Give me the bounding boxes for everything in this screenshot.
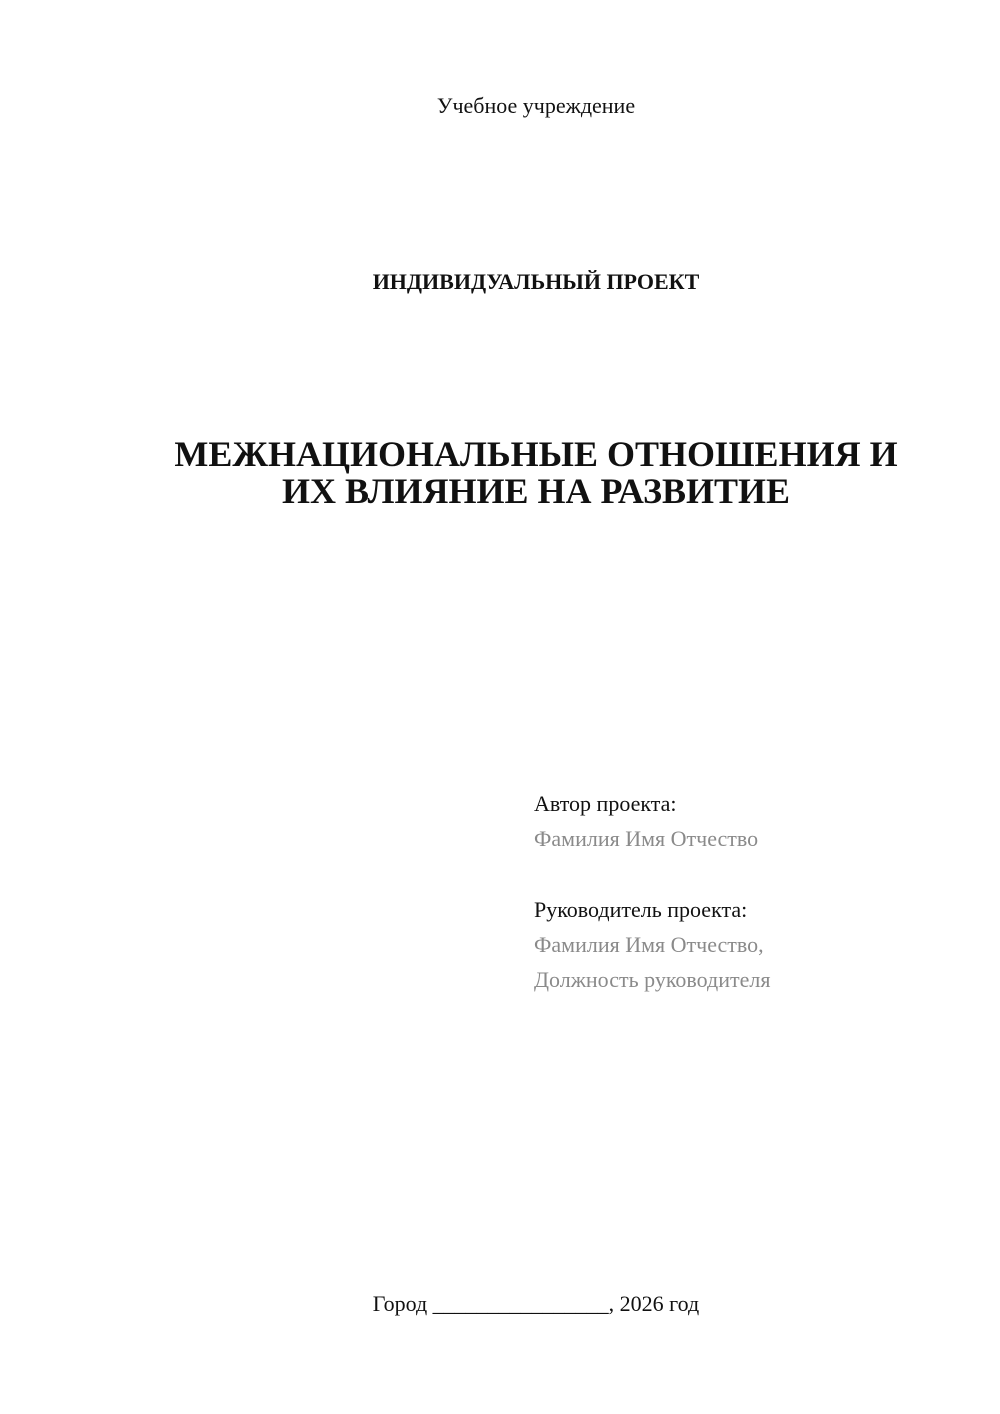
supervisor-block	[534, 892, 974, 997]
author-name: Фамилия Имя Отчество	[534, 826, 759, 851]
city-year-line: Город ________________, 2026 год	[372, 1291, 700, 1316]
author-block	[534, 786, 974, 856]
project-title-line-1: МЕЖНАЦИОНАЛЬНЫЕ ОТНОШЕНИЯ И	[174, 434, 898, 474]
supervisor-label: Руководитель проекта:	[534, 897, 748, 922]
author-label: Автор проекта:	[534, 791, 677, 816]
supervisor-position: Должность руководителя	[534, 967, 771, 992]
institution-name: Учебное учреждение	[436, 93, 636, 118]
supervisor-name: Фамилия Имя Отчество,	[534, 932, 764, 957]
document-type: ИНДИВИДУАЛЬНЫЙ ПРОЕКТ	[372, 269, 700, 294]
project-title-line-2: ИХ ВЛИЯНИЕ НА РАЗВИТИЕ	[281, 471, 790, 511]
project-title	[110, 436, 962, 510]
